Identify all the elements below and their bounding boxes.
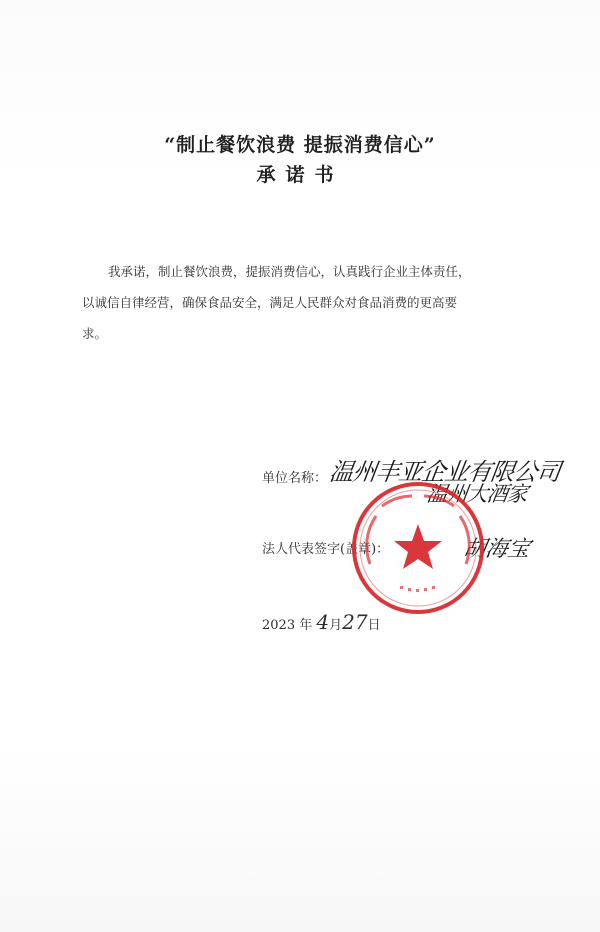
legal-rep-label: 法人代表签字(盖章)： bbox=[262, 542, 390, 557]
unit-signature-line-2: 温州大酒家 bbox=[425, 482, 529, 506]
document-title: “制止餐饮浪费 提振消费信心” bbox=[164, 134, 436, 156]
date-year: 2023 年 bbox=[262, 618, 313, 633]
seal-star-icon bbox=[394, 524, 442, 569]
unit-name-label: 单位名称： bbox=[262, 471, 328, 486]
date-month-unit: 月 bbox=[329, 618, 343, 633]
pledge-body bbox=[82, 256, 542, 349]
pledge-line-2: 以诚信自律经营，确保食品安全，满足人民群众对食品消费的更高要 bbox=[82, 295, 458, 310]
company-seal-icon bbox=[348, 478, 488, 618]
date-month-handwritten: 4 bbox=[316, 610, 330, 634]
document-subtitle: 承诺书 bbox=[256, 164, 344, 186]
unit-signature-line-1: 温州丰亚企业有限公司 bbox=[327, 458, 562, 486]
date-day-handwritten: 27 bbox=[342, 610, 368, 634]
legal-rep-signature: 胡海宝 bbox=[461, 537, 532, 562]
pledge-line-3: 求。 bbox=[82, 326, 108, 341]
pledge-line-1: 我承诺，制止餐饮浪费，提振消费信心，认真践行企业主体责任， bbox=[108, 264, 471, 279]
date-day-unit: 日 bbox=[367, 618, 381, 633]
